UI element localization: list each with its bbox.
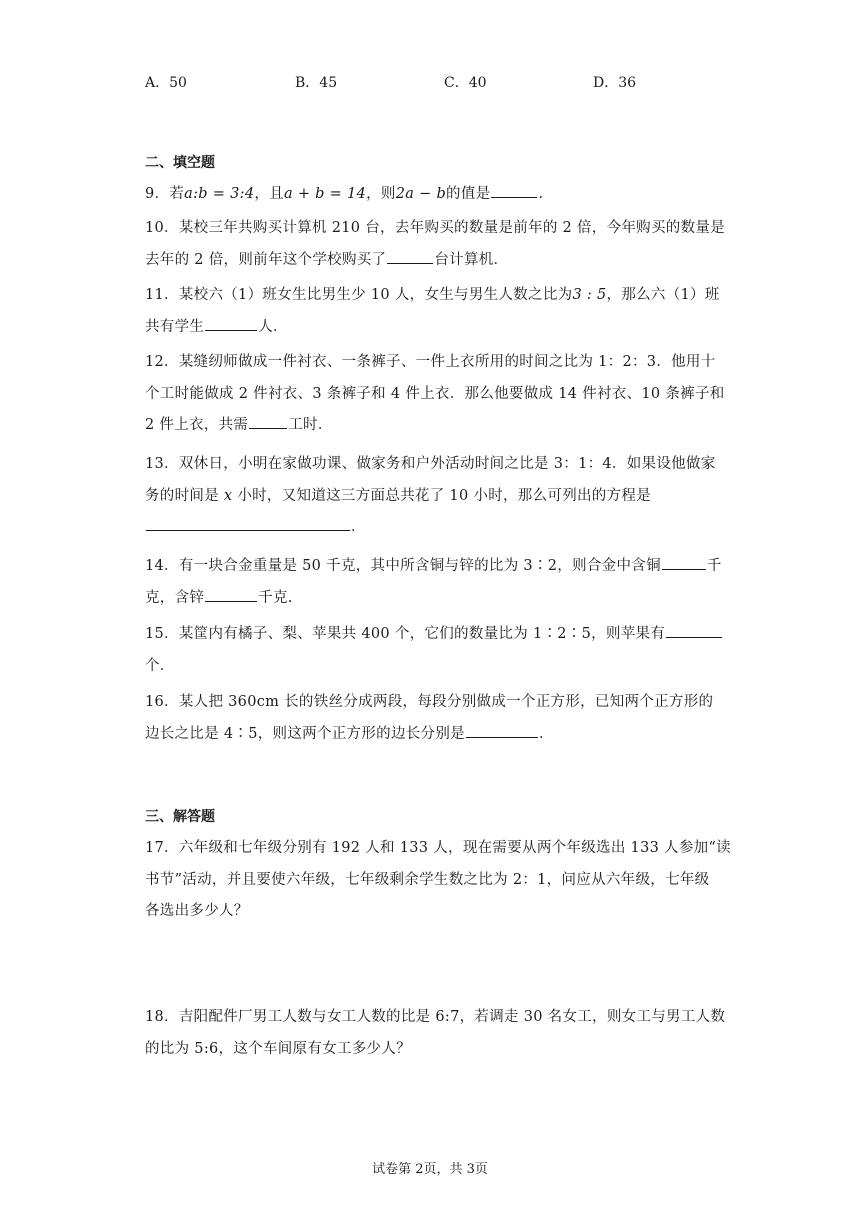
choice-letter: B． (295, 75, 320, 91)
text: 千克. (258, 589, 293, 606)
question-16 (145, 687, 720, 750)
question-13 (145, 449, 720, 544)
choice-row (145, 72, 745, 96)
page-footer: 试卷第 2页，共 3页 (372, 1162, 488, 1177)
text: 共有学生 (145, 318, 205, 335)
text: 人． (258, 318, 288, 335)
section-title-answer: 三、解答题 (145, 809, 215, 825)
question-line: 个． (145, 657, 175, 674)
answer-blank (205, 587, 257, 602)
text: 的值是 (446, 186, 491, 202)
question-line: 17．六年级和七年级分别有 192 人和 133 人，现在需要从两个年级选出 133 人参加“读 (145, 840, 731, 856)
question-12 (145, 347, 725, 442)
text: 边长之比是 4∶5，则这两个正方形的边长分别是 (145, 725, 465, 742)
question-9 (145, 179, 720, 211)
answer-blank (146, 516, 350, 531)
question-line: 个工时能做成 2 件衬衣、3 条裤子和 4 件上衣．那么他要做成 14 件衬衣、10 条裤子和 (145, 385, 725, 402)
choice-letter: A． (145, 75, 170, 91)
text: ． (538, 186, 554, 202)
choice-value: 50 (169, 75, 187, 91)
question-line: 18．吉阳配件厂男工人数与女工人数的比是 6:7，若调走 30 名女工，则女工与男工人数 (145, 1009, 726, 1025)
text: 2 件上衣，共需 (145, 417, 249, 433)
text: 15．某筐内有橘子、梨、苹果共 400 个，它们的数量比为 1∶2∶5，则苹果有 (145, 626, 666, 642)
question-line: 12．某缝纫师做成一件衬衣、一条裤子、一件上衣所用的时间之比为 1：2：3．他用十 (145, 354, 716, 370)
choice-c (444, 72, 487, 92)
section-title-fill: 二、填空题 (145, 155, 215, 171)
question-line (145, 719, 720, 751)
choice-value: 45 (319, 75, 338, 91)
question-line (145, 619, 720, 651)
question-line (145, 280, 720, 312)
text: 若 (169, 186, 185, 202)
text: ． (351, 519, 366, 535)
question-line (145, 481, 720, 513)
question-line (145, 583, 720, 615)
text: 台计算机． (434, 251, 509, 268)
answer-blank (466, 723, 538, 738)
math-expression: a:b = 3:4 (184, 186, 255, 202)
question-line (145, 551, 720, 583)
text: 11．某校六（1）班女生比男生少 10 人，女生与男生人数之比为 (145, 287, 573, 303)
choice-letter: D． (593, 75, 619, 91)
text: 务的时间是 (145, 487, 219, 504)
text: ，那么六（1）班 (606, 287, 720, 303)
answer-blank (249, 414, 287, 429)
answer-blank (666, 623, 722, 638)
text: ，且 (254, 186, 284, 202)
question-line: 各选出多少人？ (145, 903, 249, 919)
math-expression: 3 : 5 (572, 287, 607, 303)
text: 千 (706, 558, 722, 574)
math-expression: 2a − b (395, 186, 447, 202)
question-14 (145, 551, 720, 614)
question-line: 的比为 5:6，这个车间原有女工多少人？ (145, 1040, 411, 1057)
question-18 (145, 1002, 726, 1065)
choice-letter: C． (444, 75, 469, 91)
text: ． (538, 725, 554, 742)
question-line: 10．某校三年共购买计算机 210 台，去年购买的数量是前年的 2 倍，今年购买的数量是 (145, 220, 725, 236)
choice-value: 40 (468, 75, 487, 91)
answer-blank (491, 183, 537, 198)
choice-value: 36 (618, 75, 637, 91)
answer-blank (662, 555, 706, 570)
choice-a (145, 72, 187, 92)
text: 小时，又知道这三方面总共花了 10 小时，那么可列出的方程是 (237, 487, 651, 504)
text: 克，含锌 (145, 589, 205, 606)
choice-d (593, 72, 636, 92)
text: 去年的 2 倍，则前年这个学校购买了 (145, 251, 387, 268)
question-line: 13．双休日，小明在家做功课、做家务和户外活动时间之比是 3：1：4．如果设他做家 (145, 456, 716, 472)
question-line (145, 512, 720, 544)
question-line (145, 179, 720, 211)
question-15 (145, 619, 720, 682)
text: 工时． (288, 417, 333, 433)
question-11 (145, 280, 720, 343)
question-line (145, 410, 720, 442)
variable-x: x (223, 487, 233, 504)
question-line: 16．某人把 360cm 长的铁丝分成两段，每段分别做成一个正方形，已知两个正方形的 (145, 694, 714, 710)
question-line (145, 312, 720, 344)
answer-blank (387, 249, 433, 264)
question-number: 9． (145, 186, 170, 202)
text: 14．有一块合金重量是 50 千克，其中所含铜与锌的比为 3∶2，则合金中含铜 (145, 558, 661, 574)
question-10 (145, 213, 725, 276)
math-expression: a + b = 14 (283, 186, 367, 202)
answer-blank (205, 316, 257, 331)
text: ，则 (366, 186, 396, 202)
question-line (145, 245, 720, 277)
question-line: 书节”活动，并且要使六年级，七年级剩余学生数之比为 2：1，问应从六年级，七年级 (145, 871, 710, 888)
question-17 (145, 833, 731, 928)
choice-b (295, 72, 337, 92)
